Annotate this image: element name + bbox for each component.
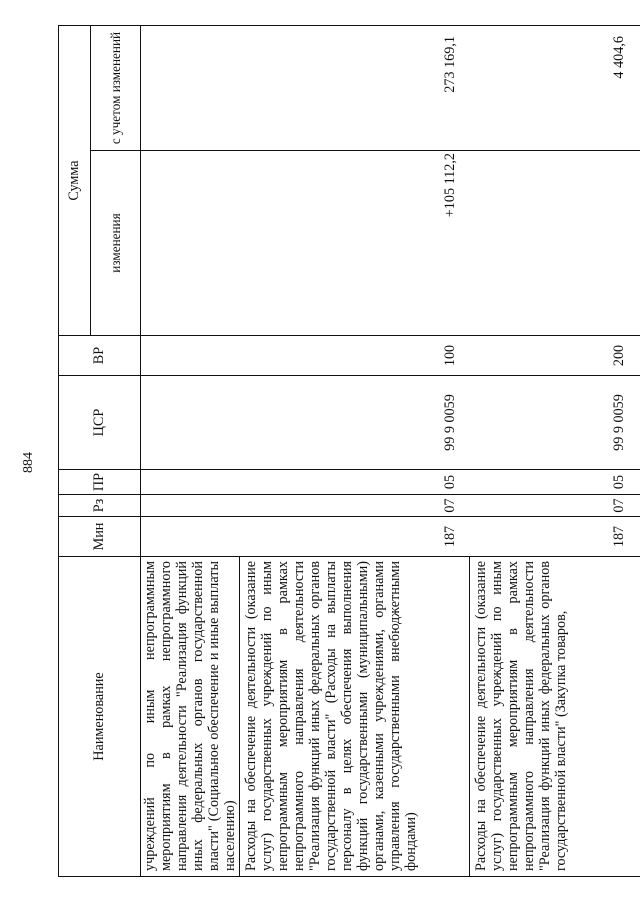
row-min: 187 (240, 517, 470, 557)
row-name: Расходы на обеспечение деятельности (оказание услуг) государственных учреждений по иным непрограммным мероприятиям в рамках непрограммного направления деятельности "Реализация функций иных федеральных органов государственной власти" (Расходы на выплаты персоналу в целях обеспечения выполнения функций государственными (муниципальными) органами, казенными учреждениями, органами управления государственными внебюджетными фондами) (240, 557, 470, 877)
budget-table (58, 25, 640, 877)
row-csr: 99 9 0059 (470, 376, 640, 470)
row-total (141, 26, 240, 151)
header-csr: ЦСР (59, 376, 141, 470)
row-rz: 07 (470, 495, 640, 517)
row-name: Расходы на обеспечение деятельности (оказание услуг) государственных учреждений по иным непрограммным мероприятиям в рамках непрограммного направления деятельности "Реализация функций иных федеральных органов государственной власти" (Закупка товаров, (470, 557, 640, 877)
row-pr (141, 470, 240, 495)
row-name: учреждений по иным непрограммным мероприятиям в рамках непрограммного направления деятельности "Реализация функций иных федеральных органов государственной власти" (Социальное обеспечение и иные выплаты населению) (141, 557, 240, 877)
page-number: 884 (21, 452, 36, 473)
header-pr: ПР (59, 470, 141, 495)
table-row (240, 26, 470, 877)
header-min: Мин (59, 517, 141, 557)
row-csr (141, 376, 240, 470)
row-rz: 07 (240, 495, 470, 517)
row-min: 187 (470, 517, 640, 557)
header-sum: Сумма (59, 26, 91, 336)
header-rz: Рз (59, 495, 141, 517)
header-vr: ВР (59, 336, 141, 376)
table-row (141, 26, 240, 877)
header-with-changes: с учетом изменений (91, 26, 141, 151)
row-min (141, 517, 240, 557)
row-vr (141, 336, 240, 376)
table-row (470, 26, 640, 877)
row-csr: 99 9 0059 (240, 376, 470, 470)
row-change: +105 112,2 (240, 151, 470, 336)
row-total: 273 169,1 (240, 26, 470, 151)
header-changes: изменения (91, 151, 141, 336)
row-total: 4 404,6 (470, 26, 640, 151)
row-pr: 05 (470, 470, 640, 495)
row-pr: 05 (240, 470, 470, 495)
row-vr: 200 (470, 336, 640, 376)
header-name: Наименование (59, 557, 141, 877)
header-row-top (59, 26, 91, 877)
row-rz (141, 495, 240, 517)
row-change (141, 151, 240, 336)
row-vr: 100 (240, 336, 470, 376)
row-change (470, 151, 640, 336)
